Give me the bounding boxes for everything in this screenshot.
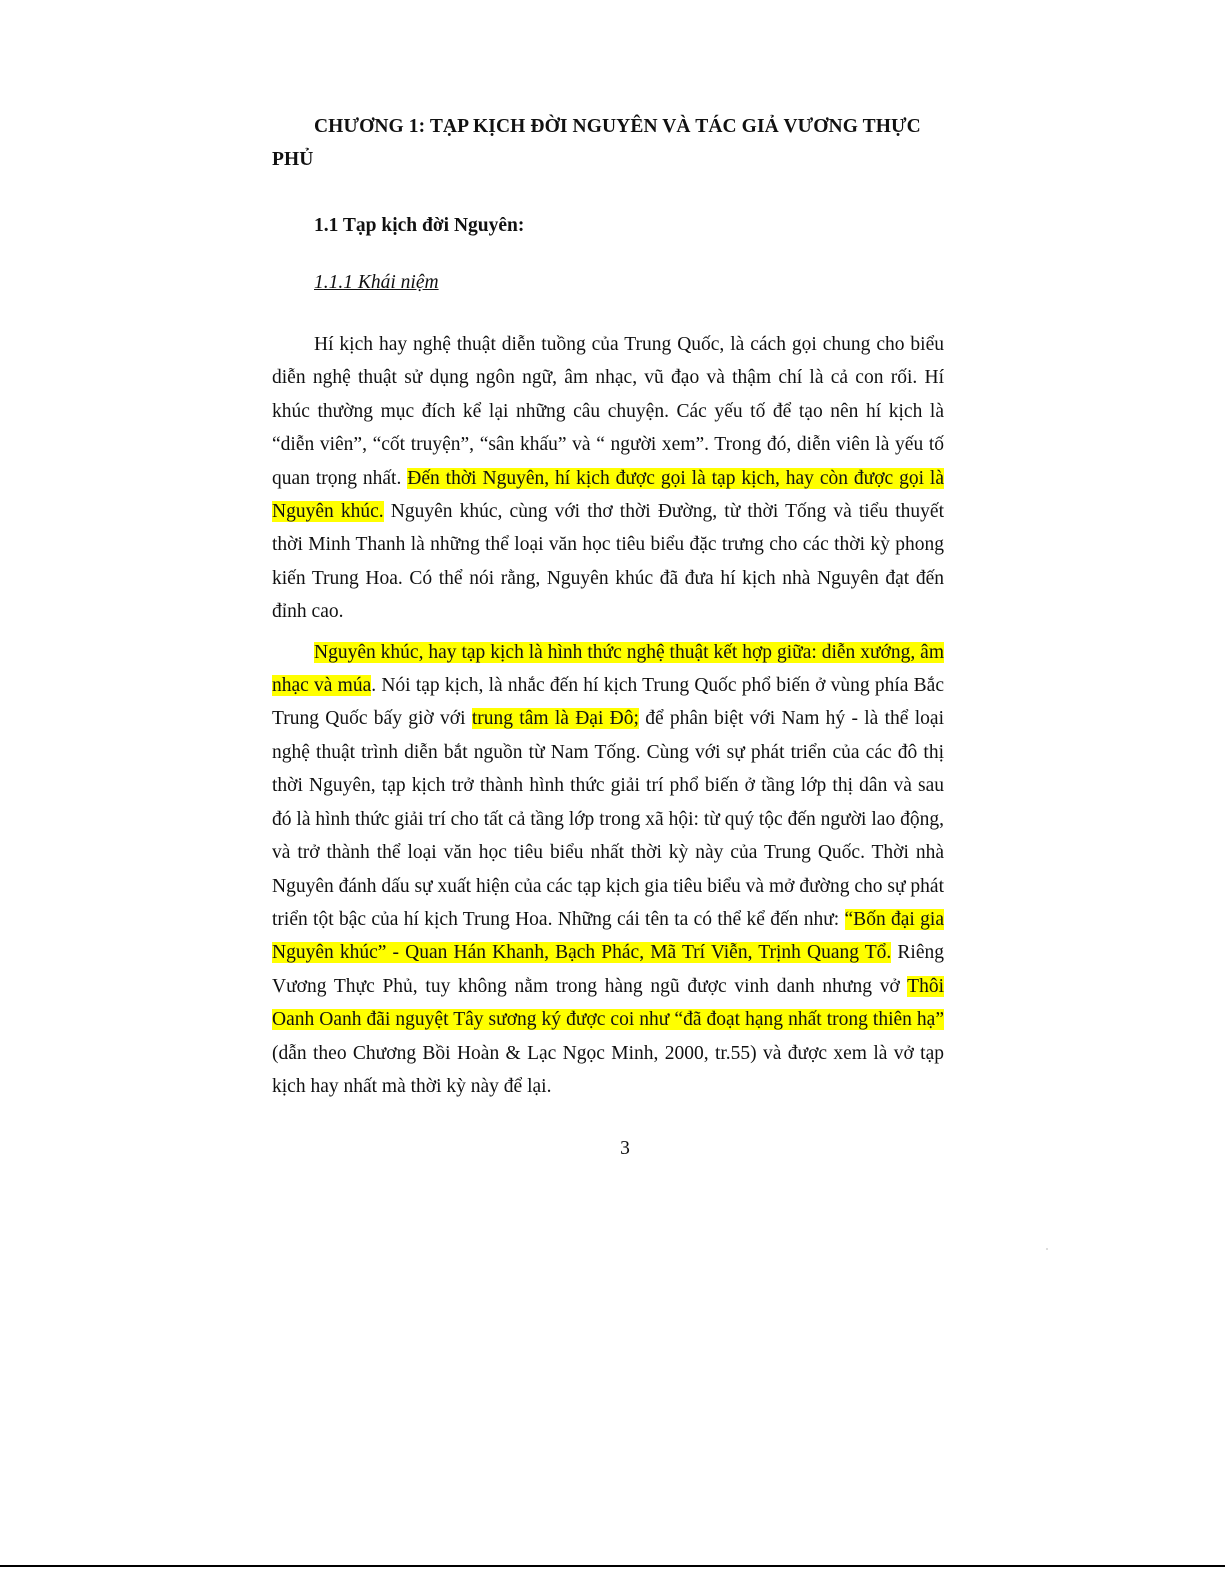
text-run: (dẫn theo Chương Bồi Hoàn & Lạc Ngọc Minh, 2000, tr.55) và được xem là vở tạp kịch hay nhất mà thời kỳ này để lại. (272, 1042, 944, 1097)
chapter-title: CHƯƠNG 1: TẠP KỊCH ĐỜI NGUYÊN VÀ TÁC GIẢ VƯƠNG THỰC PHỦ (272, 116, 921, 170)
paragraph-1 (272, 328, 944, 629)
page-number: 3 (620, 1138, 630, 1159)
highlighted-text: Thôi Oanh Oanh đãi nguyệt Tây sương ký được coi như “đã đoạt hạng nhất trong thiên hạ” (272, 975, 944, 1031)
document-page (272, 110, 944, 1103)
highlighted-text: Đến thời Nguyên, hí kịch được gọi là tạp kịch, hay còn được gọi là Nguyên khúc. (272, 467, 945, 523)
subsection-title: 1.1.1 Khái niệm (314, 272, 439, 293)
text-run: . Nói tạp kịch, là nhắc đến hí kịch Trung Quốc phổ biến ở vùng phía Bắc Trung Quốc bấy giờ với (272, 675, 944, 730)
scan-speck (1046, 1248, 1048, 1250)
text-run: Riêng Vương Thực Phủ, tuy không nằm trong hàng ngũ được vinh danh nhưng vở (272, 942, 944, 997)
section-title: 1.1 Tạp kịch đời Nguyên: (314, 215, 525, 236)
text-run: để phân biệt với Nam hý - là thể loại nghệ thuật trình diễn bắt nguồn từ Nam Tống. Cùng với sự phát triển của các đô thị thời Nguyên, tạp kịch trở thành hình thức giải trí phổ biến ở tầng lớp thị dân và sau đó là hình thức giải trí cho tất cả tầng lớp trong xã hội: từ quý tộc đến người lao động, và trở thành thể loại văn học tiêu biểu nhất thời kỳ này của Trung Quốc. Thời nhà Nguyên đánh dấu sự xuất hiện của các tạp kịch gia tiêu biểu và mở đường cho sự phát triển tột bậc của hí kịch Trung Hoa. Những cái tên ta có thể kể đến như: (272, 708, 944, 930)
highlighted-text: trung tâm là Đại Đô; (471, 708, 639, 730)
text-run: Hí kịch hay nghệ thuật diễn tuồng của Trung Quốc, là cách gọi chung cho biểu diễn nghệ thuật sử dụng ngôn ngữ, âm nhạc, vũ đạo và thậm chí là cả con rối. Hí khúc thường mục đích kể lại những câu chuyện. Các yếu tố để tạo nên hí kịch là “diễn viên”, “cốt truyện”, “sân khấu” và “ người xem”. Trong đó, diễn viên là yếu tố quan trọng nhất. (272, 334, 944, 489)
highlighted-text: “Bốn đại gia Nguyên khúc” - Quan Hán Khanh, Bạch Phác, Mã Trí Viễn, Trịnh Quang Tổ. (272, 908, 944, 964)
paragraph-2 (272, 636, 944, 1104)
text-run: Nguyên khúc, cùng với thơ thời Đường, từ thời Tống và tiểu thuyết thời Minh Thanh là những thể loại văn học tiêu biểu đặc trưng cho các thời kỳ phong kiến Trung Hoa. Có thể nói rằng, Nguyên khúc đã đưa hí kịch nhà Nguyên đạt đến đỉnh cao. (272, 501, 944, 623)
highlighted-text: Nguyên khúc, hay tạp kịch là hình thức nghệ thuật kết hợp giữa: diễn xướng, âm nhạc và múa (272, 641, 944, 697)
bottom-border (0, 1565, 1225, 1567)
